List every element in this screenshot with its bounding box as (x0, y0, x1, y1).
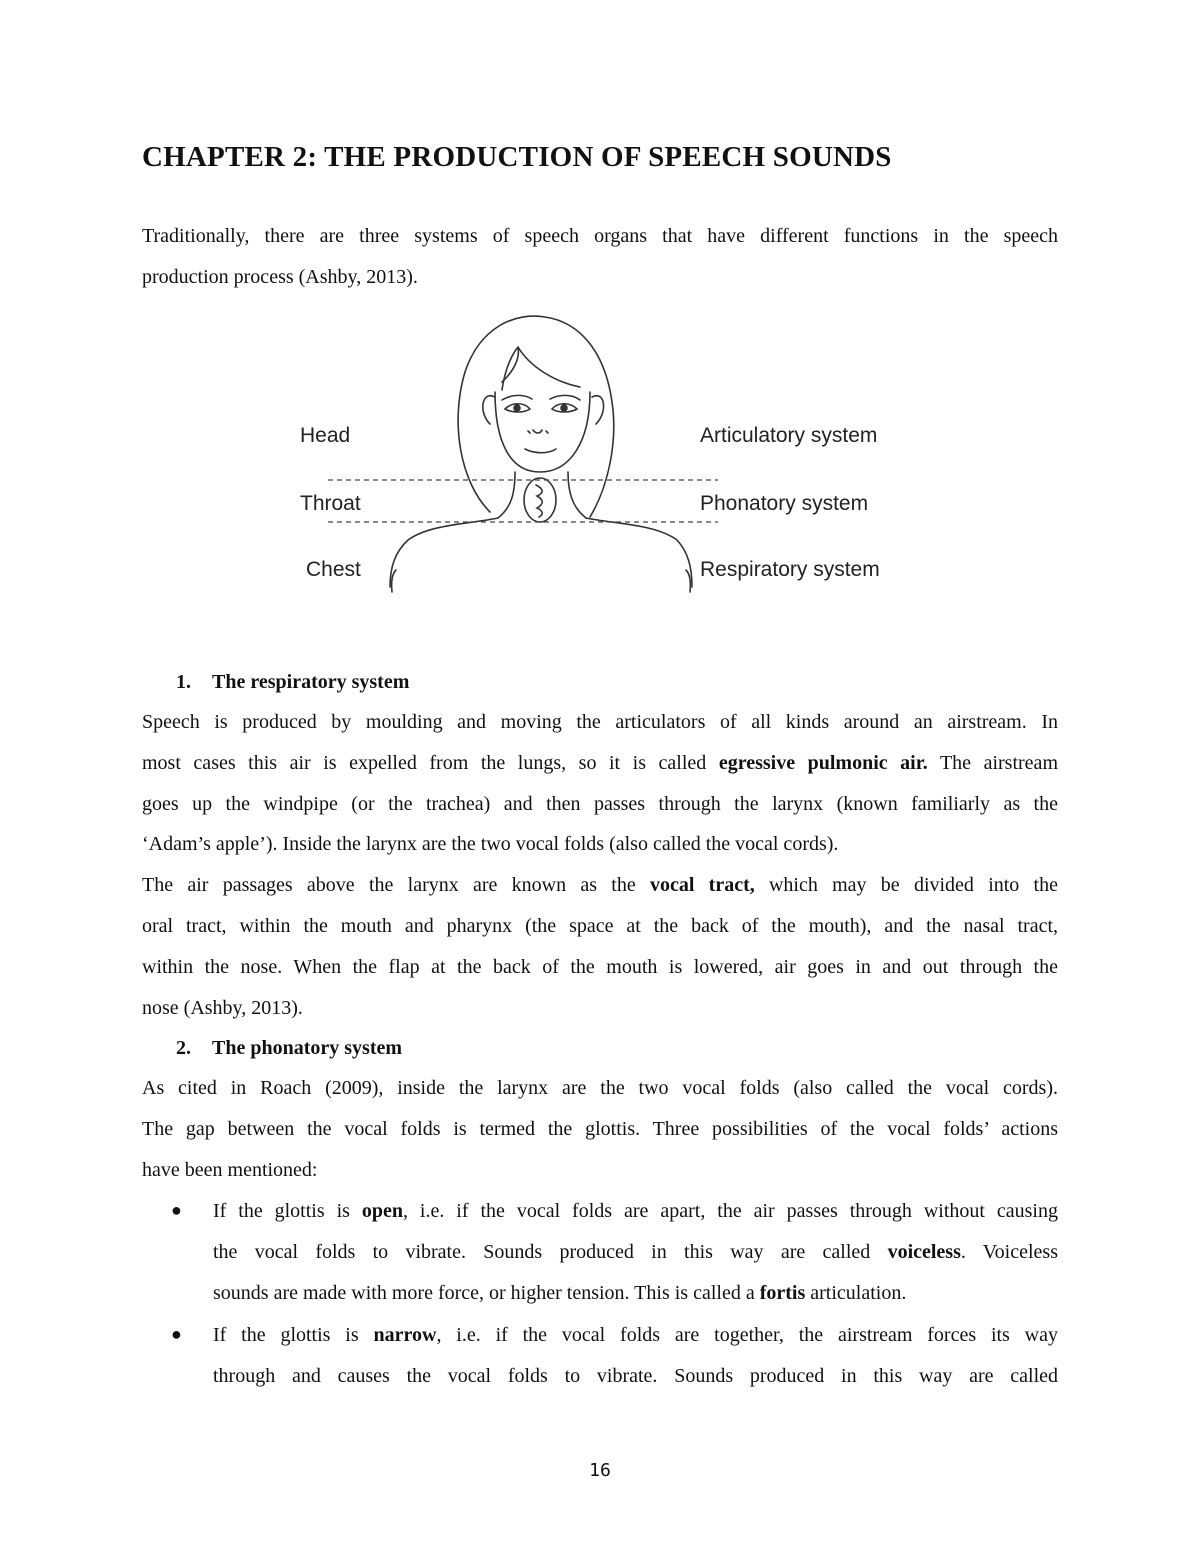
text-line: have been mentioned: (142, 1158, 318, 1181)
text-line: ‘Adam’s apple’). Inside the larynx are the two vocal folds (also called the vocal cords). (142, 833, 839, 856)
text-line: Speech is produced by moulding and moving the articulators of all kinds around an airstream. In (142, 711, 1058, 733)
chapter-title: CHAPTER 2: THE PRODUCTION OF SPEECH SOUNDS (142, 141, 892, 173)
term-voiceless: voiceless (887, 1240, 961, 1263)
text-line: If the glottis is narrow, i.e. if the vocal folds are together, the airstream forces its way (213, 1324, 1059, 1346)
speech-organs-diagram (290, 312, 910, 602)
label-respiratory-system: Respiratory system (700, 558, 880, 581)
term-vocal-tract: vocal tract, (649, 874, 755, 897)
intro-paragraph (142, 216, 1058, 298)
term-egressive-pulmonic-air: egressive pulmonic air. (718, 751, 928, 774)
section-1-paragraph (142, 702, 1058, 1028)
text-line: within the nose. When the flap at the back of the mouth is lowered, air goes in and out through the (142, 955, 1058, 978)
term-open: open (361, 1200, 403, 1222)
label-head: Head (300, 424, 351, 447)
text-line: nose (Ashby, 2013). (142, 996, 303, 1019)
label-chest: Chest (306, 558, 361, 581)
text-line: the vocal folds to vibrate. Sounds produced in this way are called voiceless. Voiceless (213, 1240, 1058, 1263)
section-2-heading (176, 1028, 402, 1068)
section-1-title: The respiratory system (212, 671, 410, 693)
term-narrow: narrow (373, 1324, 437, 1346)
text-line: The air passages above the larynx are known as the vocal tract, which may be divided into the (142, 874, 1058, 897)
section-2-number: 2. (176, 1037, 191, 1059)
text-line: As cited in Roach (2009), inside the larynx are the two vocal folds (also called the vocal cords). (142, 1077, 1058, 1099)
text-line: most cases this air is expelled from the lungs, so it is called egressive pulmonic air. The airstream (142, 751, 1058, 774)
text-line: sounds are made with more force, or higher tension. This is called a fortis articulation. (213, 1281, 907, 1304)
label-phonatory-system: Phonatory system (700, 492, 869, 515)
bullet-item-open-glottis (213, 1191, 1058, 1313)
bullet-item-narrow-glottis (213, 1315, 1058, 1397)
text-line: through and causes the vocal folds to vibrate. Sounds produced in this way are called (213, 1364, 1058, 1387)
section-1-heading (176, 662, 409, 702)
bullet-icon: ● (171, 1200, 182, 1220)
intro-line: Traditionally, there are three systems of speech organs that have different functions in the speech (142, 225, 1058, 247)
text-line: oral tract, within the mouth and pharynx (the space at the back of the mouth), and the nasal tract, (142, 914, 1058, 937)
section-2-paragraph (142, 1068, 1058, 1190)
page-number: 16 (589, 1460, 611, 1481)
text-line: goes up the windpipe (or the trachea) and then passes through the larynx (known familiarly as the (142, 792, 1058, 815)
label-articulatory-system: Articulatory system (700, 424, 878, 447)
intro-line: production process (Ashby, 2013). (142, 265, 418, 288)
label-throat: Throat (300, 492, 361, 515)
text-line: If the glottis is open, i.e. if the vocal folds are apart, the air passes through without causing (213, 1200, 1058, 1222)
section-2-title: The phonatory system (212, 1037, 403, 1059)
head-outline-drawing (390, 316, 692, 592)
text-line: The gap between the vocal folds is termed the glottis. Three possibilities of the vocal folds’ actions (142, 1117, 1058, 1140)
bullet-icon: ● (171, 1324, 182, 1344)
section-1-number: 1. (176, 671, 191, 693)
term-fortis: fortis (759, 1281, 806, 1304)
